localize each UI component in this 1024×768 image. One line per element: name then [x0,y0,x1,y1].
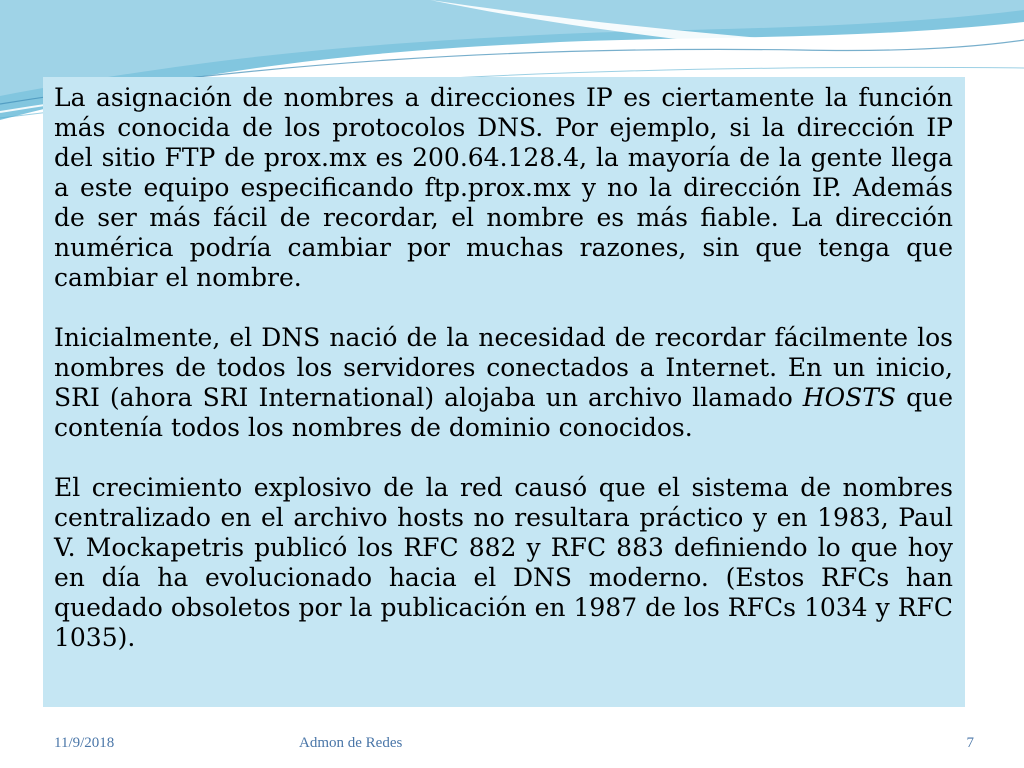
paragraph-1: La asignación de nombres a direcciones IP es ciertamente la función más conocida de los protocolos DNS. Por ejemplo, si la dirección IP del sitio FTP de prox.mx es 200.64.128.4, la mayoría de la gente llega a este equipo especificando ftp.prox.mx y no la dirección IP. Además de ser más fácil de recordar, el nombre es más fiable. La dirección numérica podría cambiar por muchas razones, sin que tenga que cambiar el nombre. [54,83,953,292]
footer-date: 11/9/2018 [54,735,115,751]
content-box [43,77,965,707]
paragraph-3: El crecimiento explosivo de la red causó que el sistema de nombres centralizado en el archivo hosts no resultara práctico y en 1983, Paul V. Mockapetris publicó los RFC 882 y RFC 883 definiendo lo que hoy en día ha evolucionado hacia el DNS moderno. (Estos RFCs han quedado obsoletos por la publicación en 1987 de los RFCs 1034 y RFC 1035). [54,473,953,652]
paragraph-2-text-start: Inicialmente, el DNS nació de la necesidad de recordar fácilmente los nombres de todos los servidores conectados a Internet. En un inicio, SRI (ahora SRI International) alojaba un archivo llamado [54,323,953,412]
hosts-emphasis: HOSTS [802,383,897,412]
paragraph-2 [54,323,953,443]
page-number: 7 [966,735,974,751]
footer-title: Admon de Redes [299,735,403,751]
paragraph-2-text-end: que contenía todos los nombres de dominio conocidos. [54,383,953,442]
